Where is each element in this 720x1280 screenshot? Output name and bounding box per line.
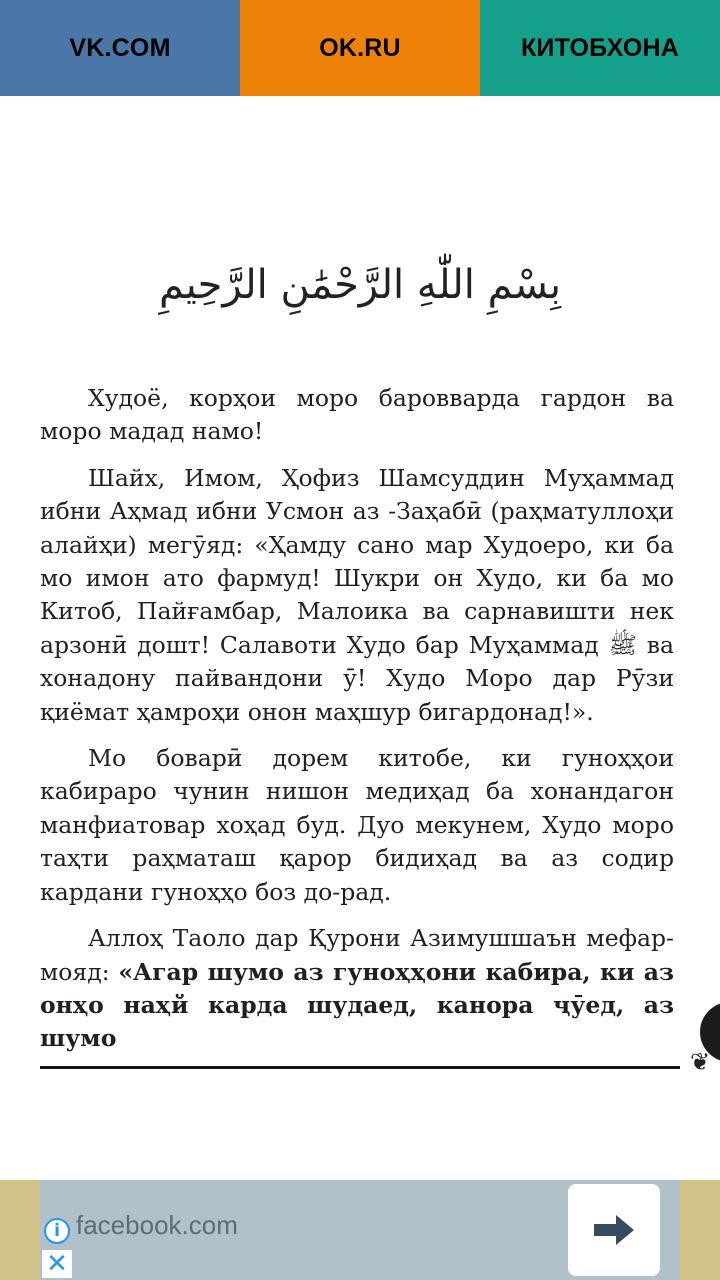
quran-quote: «Агар шумо аз гуноҳҳони кабира, ки аз онҳо наҳй карда шудаед, канора ҷӯед, аз шумо <box>40 957 674 1053</box>
footer-divider <box>40 1066 680 1069</box>
book-page-text <box>40 382 674 1069</box>
paragraph: Шайх, Имом, Ҳофиз Шамсуддин Муҳаммад ибни Аҳмад ибни Усмон аз -Заҳабӣ (раҳматуллоҳи алайҳи) мегӯяд: «Ҳамду сано мар Худоеро, ки ба мо имон ато фармуд! Шукри он Худо, ки ба мо Китоб, Пайғамбар, Малоика ва сарнавишти нек арзонӣ дошт! Салавоти Худо бар Муҳаммад ﷺ ва хонадону пайвандони ӯ! Худо Моро дар Рӯзи қиёмат ҳамроҳи онон маҳшур бигардонад!». <box>40 463 674 726</box>
ad-info-icon[interactable]: i <box>44 1218 70 1244</box>
paragraph: Мо боварӣ дорем китобе, ки гуноҳҳои кабирaро чунин нишон медиҳад ба хонандагон манфиатовар хоҳад буд. Дуо мекунем, Худо моро таҳти раҳматаш қарор бидиҳад ва аз содир кардани гуноҳҳо боз до-рад. <box>40 744 674 906</box>
tab-kitobkhona-label: КИТОБХОНА <box>520 33 680 62</box>
arrow-right-icon <box>592 1212 636 1248</box>
paragraph-last-plain: Аллоҳ Таоло дар Қурони Азимушшаън мефар-мояд: <box>40 924 674 986</box>
ad-content[interactable] <box>40 1180 680 1280</box>
top-navigation <box>0 0 720 96</box>
ornament-icon: ❦ <box>690 1048 711 1076</box>
ad-close-icon[interactable]: ✕ <box>42 1250 72 1278</box>
ad-banner[interactable] <box>0 1180 720 1280</box>
paragraph-last <box>40 922 674 1056</box>
tab-vk-label: VK.COM <box>69 33 171 62</box>
tab-kitobkhona[interactable] <box>480 0 720 96</box>
ad-url-text[interactable]: facebook.com <box>76 1210 238 1240</box>
basmala-heading: بِسْمِ اللّٰهِ الرَّحْمَٰنِ الرَّحِيمِ <box>158 262 562 308</box>
paragraph: Худоё, корҳои моро баровварда гардон ва моро мадад намо! <box>40 384 674 446</box>
tab-ok[interactable] <box>240 0 480 96</box>
ad-open-button[interactable] <box>568 1184 660 1276</box>
tab-vk[interactable] <box>0 0 240 96</box>
tab-ok-label: OK.RU <box>319 33 401 62</box>
